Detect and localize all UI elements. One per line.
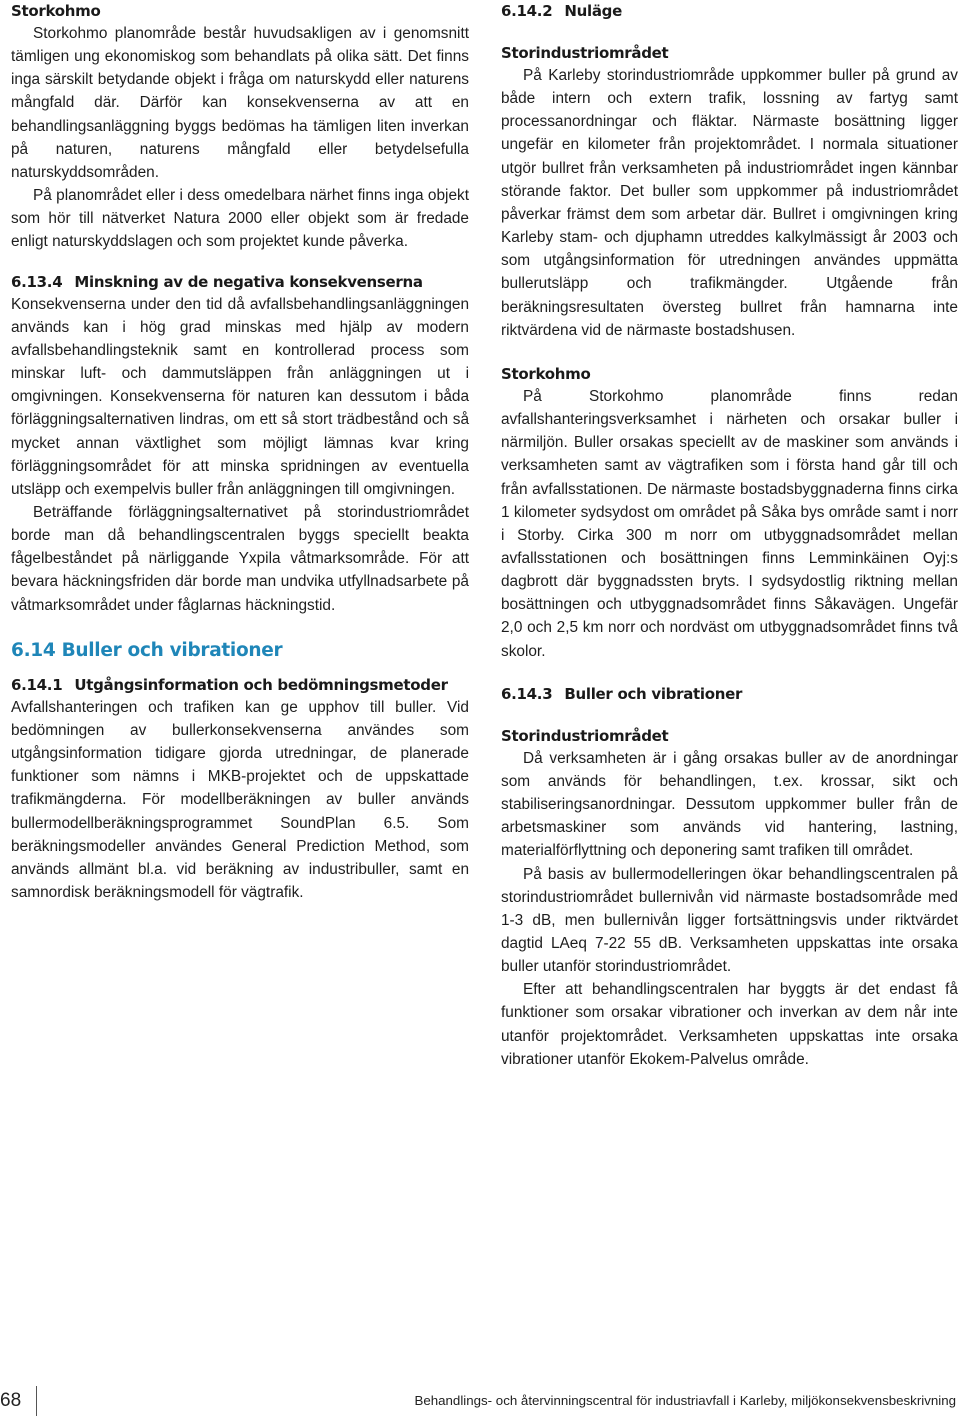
paragraph-operation-noise: Då verksamheten är i gång orsakas buller av de anordningar som används för behandlingen, t.ex. krossar, sikt och stabiliseringsanordningar. Dessutom uppkommer buller från de arbetsmaskiner som används vid hantering, lastning, materialförflyttning och deponering samt trafiken till området. (501, 749, 958, 860)
heading-title: Buller och vibrationer (564, 684, 743, 703)
paragraph-noise-modelling: På basis av bullermodelleringen ökar behandlingscentralen på storindustriområdet bullernivån vid närmaste bostadsområde med 1-3 dB, men bullernivån ligger fortsättningsvis under riktvärdet dagtid LAeq 7-22 55 dB. Verksamheten uppskattas inte orsaka buller utanför storindustriområdet. (501, 865, 958, 976)
page-footer (0, 1386, 960, 1416)
heading-6-14-1 (11, 674, 469, 696)
heading-6-13-4 (11, 271, 469, 293)
heading-title: Utgångsinformation och bedömningsmetoder (74, 675, 448, 694)
heading-6-14-2 (501, 0, 958, 22)
heading-storkohmo: Storkohmo (501, 364, 591, 383)
left-column (11, 0, 469, 904)
heading-storkohmo: Storkohmo (11, 2, 101, 20)
paragraph-industrial-noise: På Karleby storindustriområde uppkommer buller på grund av både intern och extern trafik, lossning av fartyg samt processanordningar och fläktar. Närmaste bosättning ligger ungefär en kilometer från projektområdet. I normala situationer utgör bullret från verksamheten på industriområdet ingen kännbar störande faktor. Det buller som uppkommer på industriområdet påverkar främst dem som arbetar där. Bullret i omgivningen kring Karleby stam- och djuphamn utreddes kalkylmässigt år 2003 och som utgångsinformation för utredningen användes uppmätta bullerutsläpp och trafikmängder. Utgående från beräkningsresultaten översteg bullret från hamnarna inte riktvärdena vid de närmaste bostadshusen. (501, 67, 958, 339)
footer-document-title: Behandlings- och återvinningscentral för industriavfall i Karleby, miljökonsekvensbeskrivning (414, 1393, 956, 1408)
paragraph-vibrations: Efter att behandlingscentralen har byggts är det endast få funktioner som orsakar vibrationer och inverkan av dem når inte utanför projektområdet. Verksamheten uppskattas inte orsaka vibrationer utanför Ekokem-Palvelus område. (501, 981, 958, 1068)
paragraph-storkohmo-forest: Storkohmo planområde består huvudsakligen av i genomsnitt tämligen ung ekonomiskog som behandlats på olika sätt. Det finns inga särskilt betydande objekt i fråga om naturskydd eller naturens mångfald där. Därför kan konsekvenserna av att en behandlingsanläggning byggs bedömas ha tämligen liten inverkan på naturen, naturens mångfald eller betydelsefulla naturskyddsområden. (11, 25, 469, 181)
paragraph-noise-assessment: Avfallshanteringen och trafiken kan ge upphov till buller. Vid bedömningen av bullerkonsekvenserna användes som utgångsinformation tidigare gjorda utredningar, de planerade funktioner som nämns i MKB-projektet och de uppskattade trafikmängderna. För modellberäkningen av buller används bullermodellberäkningsprogrammet SoundPlan 6.5. Som beräkningsmodeller användes General Prediction Method, som används allmänt bl.a. vid beräkning av industribuller, samt en samnordisk beräkningsmodell för vägtrafik. (11, 698, 469, 901)
footer-divider (36, 1386, 37, 1416)
heading-storindustriomradet: Storindustriområdet (501, 726, 669, 745)
paragraph-natura-2000: På planområdet eller i dess omedelbara närhet finns inga objekt som hör till nätverket Natura 2000 eller objekt som är fredade enligt naturskyddslagen och som projektet kunde påverka. (11, 187, 469, 251)
heading-title: Minskning av de negativa konsekvenserna (74, 272, 423, 291)
heading-number: 6.14.1 (11, 675, 63, 694)
page-number: 68 (0, 1390, 22, 1411)
heading-number: 6.13.4 (11, 272, 63, 291)
heading-storindustriomradet: Storindustriområdet (501, 44, 669, 62)
paragraph-bird-population: Beträffande förläggningsalternativet på storindustriområdet borde man då behandlingscentralen byggs speciellt beakta fågelbeståndet på närliggande Yxpila våtmarksområde. För att bevara häckningsfriden där borde man undvika utfyllnadsarbete på våtmarksområdet under fåglarnas häckningstid. (11, 503, 469, 614)
heading-title: Nuläge (564, 2, 622, 20)
paragraph-mitigation: Konsekvenserna under den tid då avfallsbehandlingsanläggningen används kan i hög grad minskas med hjälp av modern avfallsbehandlingsteknik samt en kontrollerad process som minskar luft- och dammutsläppen från anläggningen ut i omgivningen. Konsekvenserna för naturen kan dessutom i båda förläggningsalternativen lindras, om ett så stort trädbestånd och så mycket annan växtlighet som möjligt lämnas kvar kring förläggningsområdet för att minska spridningen av eventuella utsläpp och exempelvis buller från anläggningen till omgivningen. (11, 295, 469, 498)
paragraph-storkohmo-noise: På Storkohmo planområde finns redan avfallshanteringsverksamhet i närheten och orsakar buller i närmiljön. Buller orsakas speciellt av de maskiner som används i verksamheten samt av vägtrafiken som i första hand går till och från avfallsstationen. De närmaste bostadsbyggnaderna finns cirka 1 kilometer sydsydost om området på Såka bys område samt i norr i Storby. Cirka 300 m norr om utbyggnadsområdet mellan avfallsstationen och bosättningen finns Lemminkäinen Oyj:s dagbrott där byggnadssten bryts. I sydsydostlig riktning mellan bosättningen och utbyggnadsområdet finns Såkavägen. Ungefär 2,0 och 2,5 km norr och nordväst om utbyggnadsområdet finns två skolor. (501, 387, 958, 660)
heading-number: 6.14.2 (501, 2, 553, 20)
heading-6-14-3 (501, 683, 958, 705)
section-heading-6-14: 6.14 Buller och vibrationer (11, 639, 283, 661)
heading-number: 6.14.3 (501, 684, 553, 703)
right-column (501, 0, 958, 1071)
